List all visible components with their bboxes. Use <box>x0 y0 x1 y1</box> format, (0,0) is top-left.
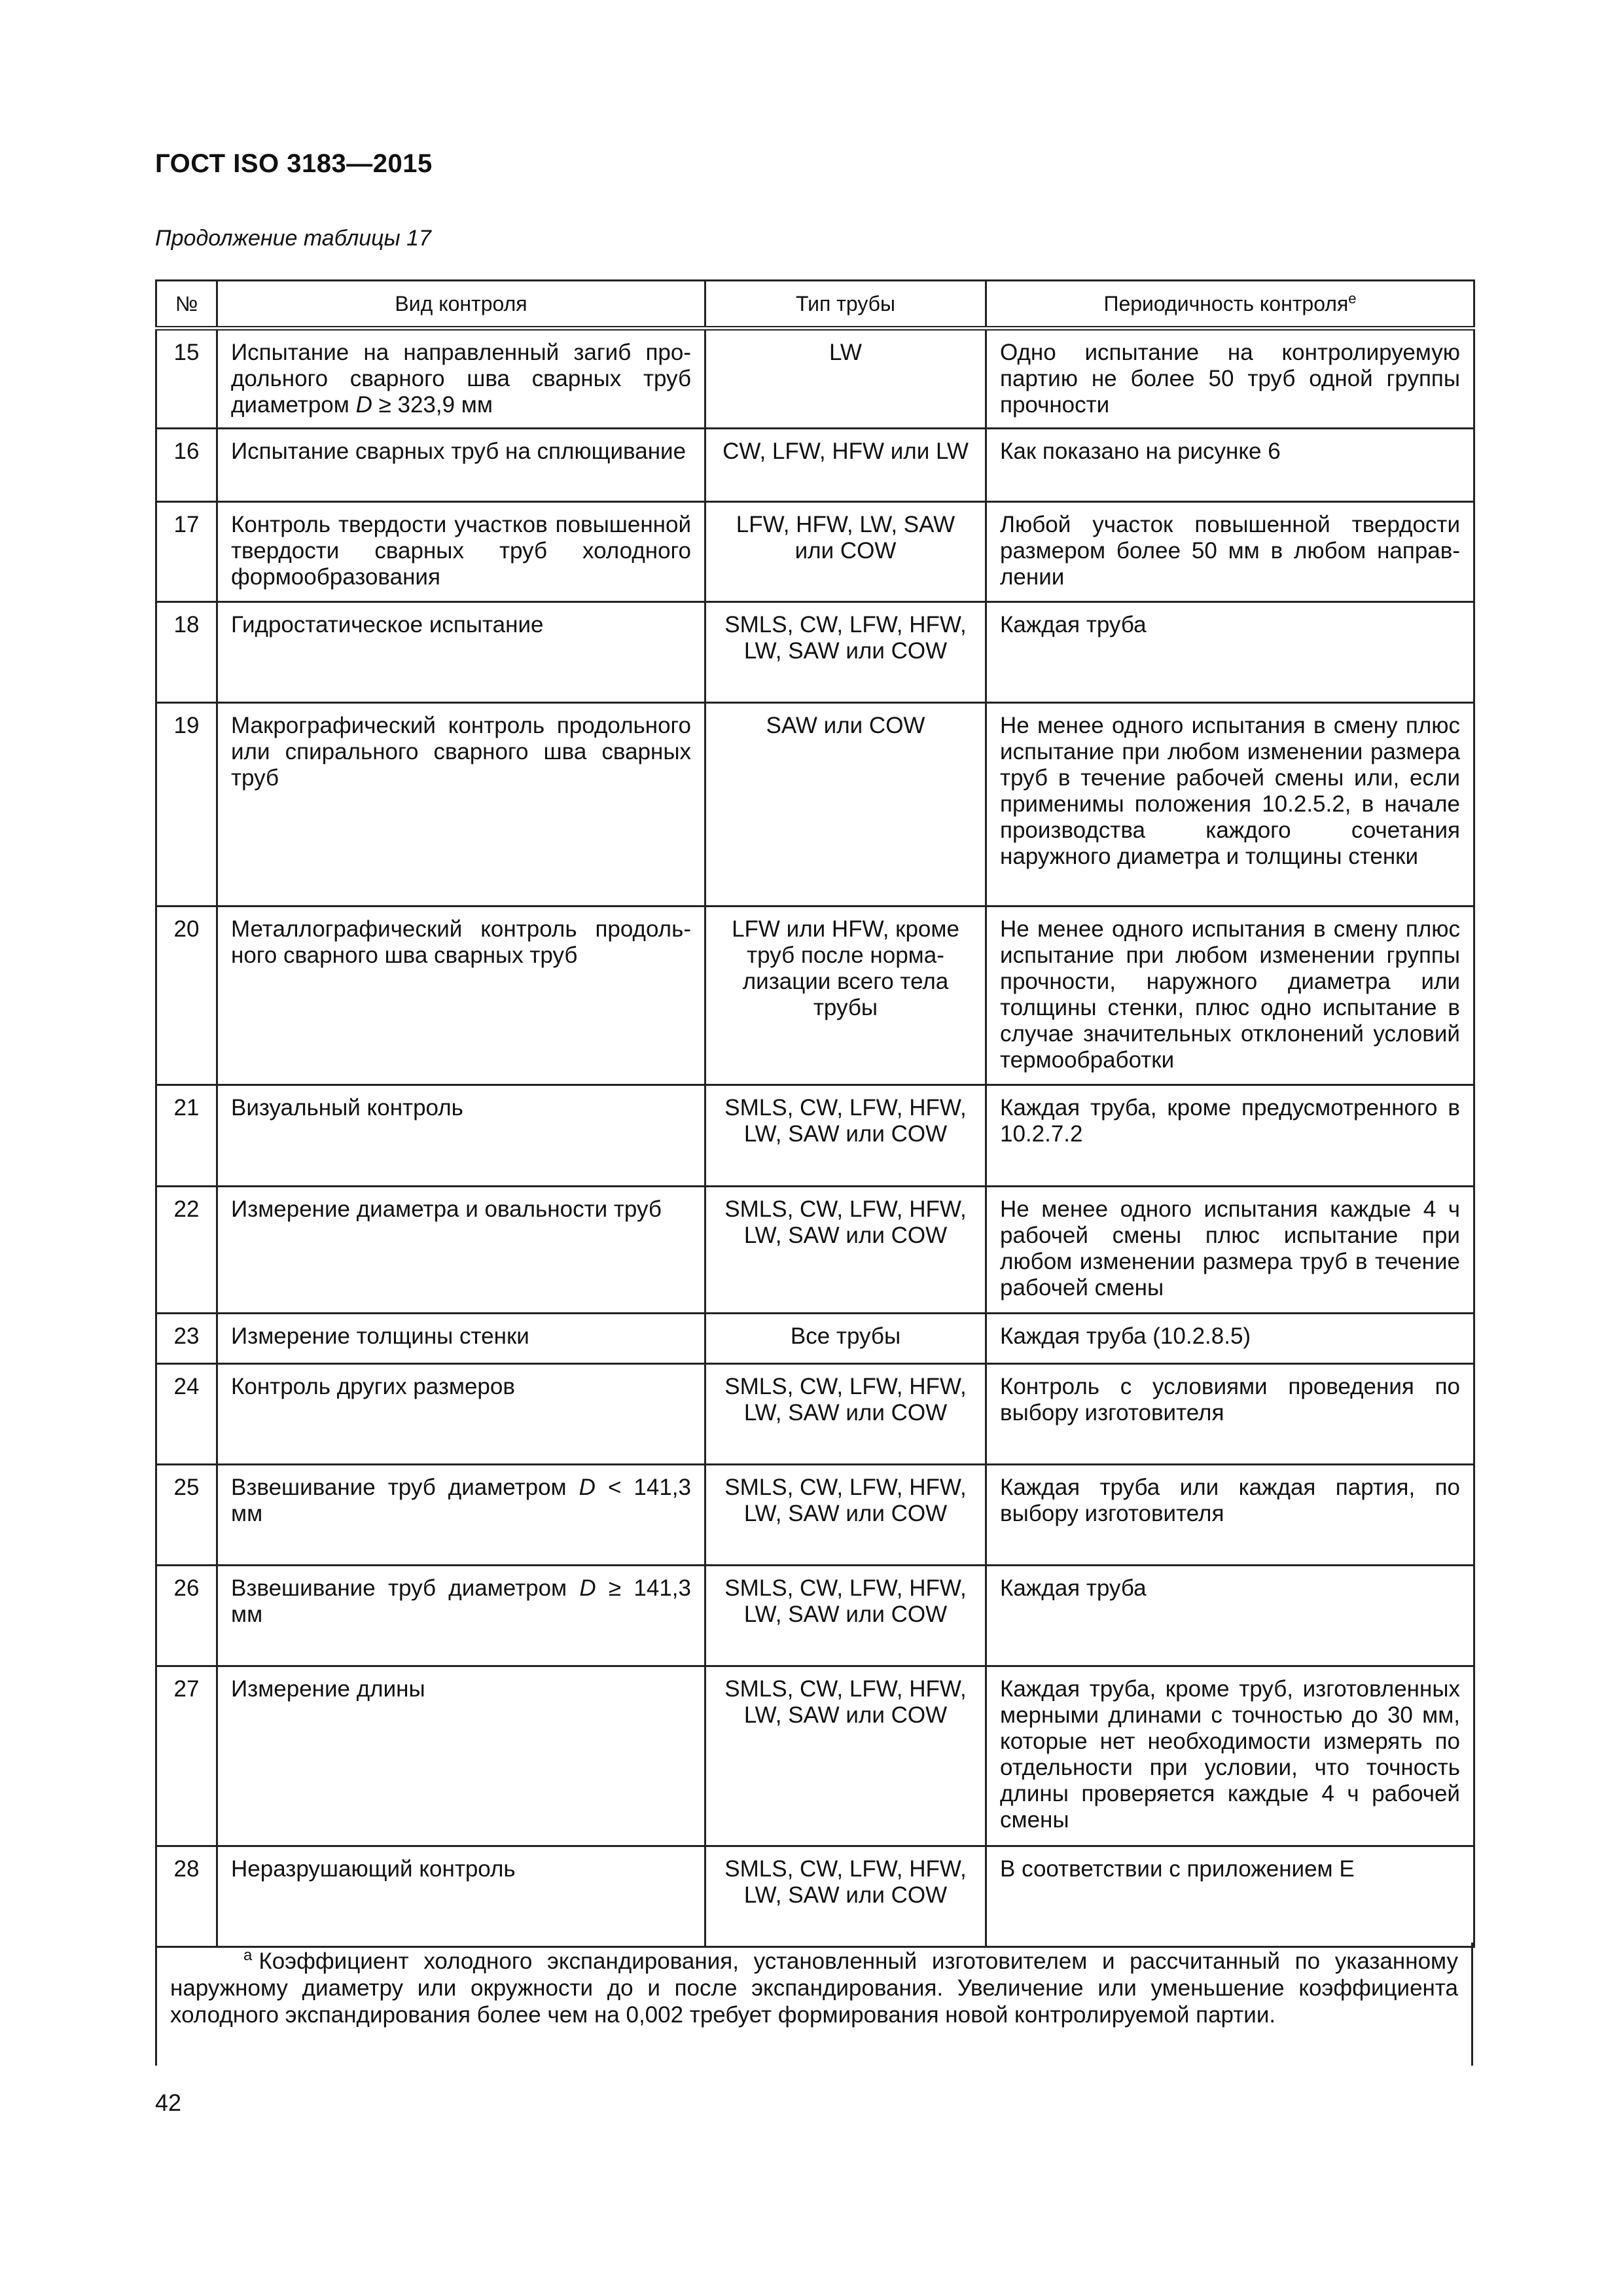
column-header-type: Тип трубы <box>705 281 986 329</box>
table-header-row <box>156 281 1474 329</box>
cell-period: Любой участок повышенной твердости размером более 50 мм в любом направлении <box>986 502 1474 602</box>
cell-type: SMLS, CW, LFW, HFW, LW, SAW или COW <box>705 1364 986 1465</box>
document-code: ГОСТ ISO 3183—2015 <box>155 149 433 178</box>
cell-kind: Испытание сварных труб на сплющивание <box>217 429 705 502</box>
cell-type: SMLS, CW, LFW, HFW, LW, SAW или COW <box>705 1566 986 1666</box>
cell-kind: Взвешивание труб диаметром D ≥ 141,3 мм <box>217 1566 705 1666</box>
table-row <box>156 602 1474 703</box>
table-row <box>156 703 1474 906</box>
table-row <box>156 502 1474 602</box>
cell-period: Одно испытание на контролируемую партию не более 50 труб одной группы прочности <box>986 329 1474 429</box>
table-body <box>156 329 1474 1947</box>
footnote-text: Коэффициент холодного экспандирования, установленный изготовителем и рассчитанный по указанному наружному диаметру или окружности до и после экспандирования. Увеличение или уменьшение коэффициента холодного экспандирования более чем на 0,002 требует формирования новой контролируемой партии. <box>170 1948 1458 2028</box>
cell-num: 21 <box>156 1085 217 1187</box>
column-header-kind: Вид контроля <box>217 281 705 329</box>
cell-num: 17 <box>156 502 217 602</box>
cell-type: SAW или COW <box>705 703 986 906</box>
cell-kind: Металлографический контроль продольного сварного шва сварных труб <box>217 906 705 1085</box>
cell-kind: Гидростатическое испытание <box>217 602 705 703</box>
cell-num: 19 <box>156 703 217 906</box>
inspection-table <box>155 279 1475 1948</box>
cell-type: LW <box>705 329 986 429</box>
variable-d: D <box>579 1475 596 1500</box>
cell-num: 20 <box>156 906 217 1085</box>
cell-type: CW, LFW, HFW или LW <box>705 429 986 502</box>
cell-period: В соответствии с приложением E <box>986 1846 1474 1947</box>
table-row <box>156 1085 1474 1187</box>
cell-type: SMLS, CW, LFW, HFW, LW, SAW или COW <box>705 1085 986 1187</box>
cell-kind: Контроль других размеров <box>217 1364 705 1465</box>
cell-type: SMLS, CW, LFW, HFW, LW, SAW или COW <box>705 1846 986 1947</box>
cell-num: 22 <box>156 1187 217 1314</box>
cell-period: Каждая труба (10.2.8.5) <box>986 1314 1474 1364</box>
cell-num: 27 <box>156 1666 217 1846</box>
page-number: 42 <box>155 2089 182 2116</box>
cell-period: Каждая труба или каждая партия, по выбору изготовителя <box>986 1465 1474 1566</box>
cell-kind: Неразрушающий контроль <box>217 1846 705 1947</box>
cell-kind: Измерение диаметра и овальности труб <box>217 1187 705 1314</box>
table-row <box>156 1187 1474 1314</box>
table-row <box>156 1314 1474 1364</box>
column-header-period-footnote-marker: е <box>1348 290 1357 307</box>
cell-num: 23 <box>156 1314 217 1364</box>
cell-num: 26 <box>156 1566 217 1666</box>
variable-d: D <box>579 1575 596 1601</box>
cell-period: Контроль с условиями проведения по выбору изготовителя <box>986 1364 1474 1465</box>
cell-num: 28 <box>156 1846 217 1947</box>
cell-num: 25 <box>156 1465 217 1566</box>
column-header-num: № <box>156 281 217 329</box>
cell-period: Каждая труба, кроме предусмотренного в 10.2.7.2 <box>986 1085 1474 1187</box>
cell-kind: Испытание на направленный загиб продольного сварного шва сварных труб диаметром D ≥ 323,9 мм <box>217 329 705 429</box>
cell-period: Не менее одного испытания в смену плюс испытание при любом изменении группы прочности, наружного диаметра или толщины стенки, плюс одно испытание в случае значительных отклонений условий термообработки <box>986 906 1474 1085</box>
column-header-period-label: Периодичность контроля <box>1103 292 1349 315</box>
cell-type: SMLS, CW, LFW, HFW, LW, SAW или COW <box>705 1666 986 1846</box>
cell-kind: Измерение толщины стенки <box>217 1314 705 1364</box>
table-row <box>156 1465 1474 1566</box>
footnote-marker: a <box>243 1946 253 1965</box>
cell-type: LFW или HFW, кроме труб после нормализации всего тела трубы <box>705 906 986 1085</box>
cell-period: Каждая труба, кроме труб, изготовленных мерными длинами с точностью до 30 мм, которые нет необходимости измерять по отдельности при условии, что точность длины проверяется каждые 4 ч рабочей смены <box>986 1666 1474 1846</box>
cell-kind: Макрографический контроль продольного или спирального сварного шва сварных труб <box>217 703 705 906</box>
table-row <box>156 1666 1474 1846</box>
table-row <box>156 906 1474 1085</box>
table-row <box>156 1566 1474 1666</box>
cell-kind: Взвешивание труб диаметром D < 141,3 мм <box>217 1465 705 1566</box>
table-row <box>156 1846 1474 1947</box>
variable-d: D <box>355 392 372 418</box>
table-caption: Продолжение таблицы 17 <box>155 226 431 251</box>
table-footnote <box>155 1943 1473 2066</box>
cell-period: Каждая труба <box>986 602 1474 703</box>
cell-period: Каждая труба <box>986 1566 1474 1666</box>
cell-num: 16 <box>156 429 217 502</box>
cell-num: 15 <box>156 329 217 429</box>
cell-type: SMLS, CW, LFW, HFW, LW, SAW или COW <box>705 1187 986 1314</box>
cell-type: SMLS, CW, LFW, HFW, LW, SAW или COW <box>705 1465 986 1566</box>
cell-kind: Измерение длины <box>217 1666 705 1846</box>
cell-period: Не менее одного испытания каждые 4 ч рабочей смены плюс испытание при любом изменении размера труб в течение рабочей смены <box>986 1187 1474 1314</box>
table-row <box>156 1364 1474 1465</box>
cell-num: 24 <box>156 1364 217 1465</box>
table-row <box>156 429 1474 502</box>
cell-type: SMLS, CW, LFW, HFW, LW, SAW или COW <box>705 602 986 703</box>
cell-num: 18 <box>156 602 217 703</box>
cell-kind: Контроль твердости участков повышенной твердости сварных труб холодного формообразования <box>217 502 705 602</box>
column-header-period <box>986 281 1474 329</box>
cell-type: Все трубы <box>705 1314 986 1364</box>
cell-period: Не менее одного испытания в смену плюс испытание при любом изменении размера труб в течение рабочей смены или, если применимы положения 10.2.5.2, в начале производства каждого сочетания наружного диаметра и толщины стенки <box>986 703 1474 906</box>
cell-type: LFW, HFW, LW, SAW или COW <box>705 502 986 602</box>
cell-period: Как показано на рисунке 6 <box>986 429 1474 502</box>
cell-kind: Визуальный контроль <box>217 1085 705 1187</box>
table-row <box>156 329 1474 429</box>
